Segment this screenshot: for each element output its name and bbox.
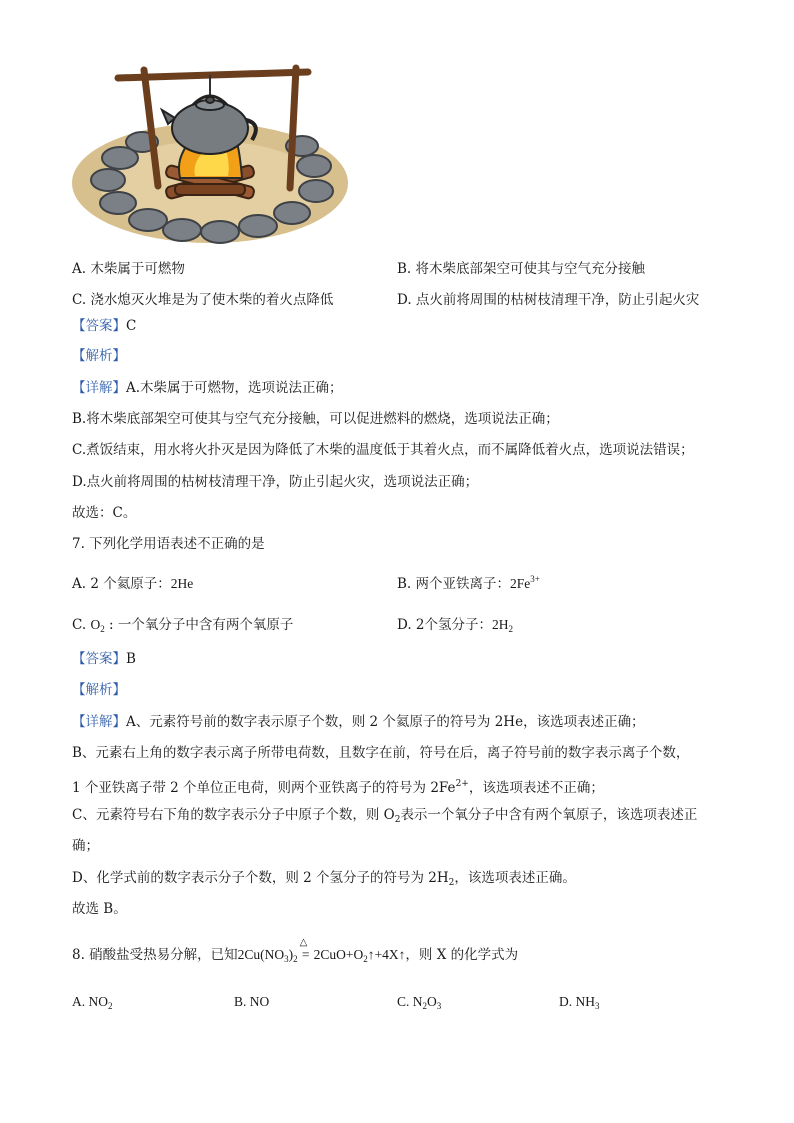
- q6-option-a: A. 木柴属于可燃物: [72, 261, 185, 277]
- q6-option-b: B. 将木柴底部架空可使其与空气充分接触: [397, 261, 646, 277]
- q7-conclusion: 故选 B。: [72, 901, 127, 917]
- q8-option-c: C. $N_2O_3$: [397, 994, 442, 1011]
- q7-detail-line-5: 确；: [72, 838, 99, 854]
- q7-analysis-tag: 【解析】: [72, 682, 126, 698]
- answer-tag: 【答案】: [72, 318, 126, 334]
- q7-option-a: A. 2 个氦原子：2He: [72, 576, 194, 592]
- q7-detail-line-3: 1 个亚铁离子带 2 个单位正电荷，则两个亚铁离子的符号为 $2Fe^{2+}$，该选项表述不正确；: [72, 779, 604, 796]
- q7-detail-line-6: D、化学式前的数字表示分子个数，则 2 个氢分子的符号为 $2H_2$，该选项表述正确。: [72, 870, 576, 888]
- q8-option-a: A. $NO_2$: [72, 994, 113, 1011]
- q6-option-d: D. 点火前将周围的枯树枝清理干净，防止引起火灾: [397, 292, 700, 308]
- q6-detail-line-1: 【详解】A.木柴属于可燃物，选项说法正确；: [72, 380, 343, 396]
- q6-answer: [72, 316, 136, 336]
- q8-equation: $2Cu(NO_3)_2$ △ = $2CuO+O_2↑+4X↑$: [237, 937, 406, 964]
- q7-answer: 【答案】B: [72, 651, 136, 667]
- q8-option-b: B. NO: [234, 994, 270, 1009]
- q7-detail-line-2: B、元素右上角的数字表示离子所带电荷数，且数字在前，符号在后，离子符号前的数字表示离子个数，: [72, 745, 690, 761]
- q6-conclusion: 故选：C。: [72, 505, 137, 521]
- q6-detail-line-4: D.点火前将周围的枯树枝清理干净，防止引起火灾，选项说法正确；: [72, 474, 479, 490]
- campfire-kettle-image: [70, 58, 350, 248]
- q6-detail-line-3: C.煮饭结束，用水将火扑灭是因为降低了木柴的温度低于其着火点，而不属降低着火点，选项说法错误；: [72, 442, 694, 458]
- q7-detail-line-4: C、元素符号右下角的数字表示分子中原子个数，则 $O_2$表示一个氧分子中含有两个氧原子，该选项表述正: [72, 807, 698, 825]
- q7-option-d: D. 2个氢分子：$2H_2$: [397, 617, 514, 634]
- q8-option-d: D. $NH_3$: [559, 994, 600, 1011]
- q7-stem: 7. 下列化学用语表述不正确的是: [72, 536, 265, 552]
- q7-detail-line-1: 【详解】A、元素符号前的数字表示原子个数，则 2 个氦原子的符号为 2He，该选项表述正确；: [72, 714, 645, 730]
- detail-tag: 【详解】: [72, 380, 126, 396]
- q7-option-b: B. 两个亚铁离子：$2Fe^{3+}$: [397, 574, 540, 592]
- q8-stem: 8. 硝酸盐受热易分解，已知$2Cu(NO_3)_2$ △ = $2CuO+O_2↑+4X↑$，则 X 的化学式为: [72, 937, 519, 964]
- answer-value: C: [126, 318, 137, 334]
- q6-option-c: C. 浇水熄灭火堆是为了使木柴的着火点降低: [72, 292, 334, 308]
- q6-analysis-tag: 【解析】: [72, 348, 126, 364]
- q6-detail-line-2: B.将木柴底部架空可使其与空气充分接触，可以促进燃料的燃烧，选项说法正确；: [72, 411, 559, 427]
- q7-option-c: C. $O_2$ : 一个氧分子中含有两个氧原子: [72, 617, 294, 634]
